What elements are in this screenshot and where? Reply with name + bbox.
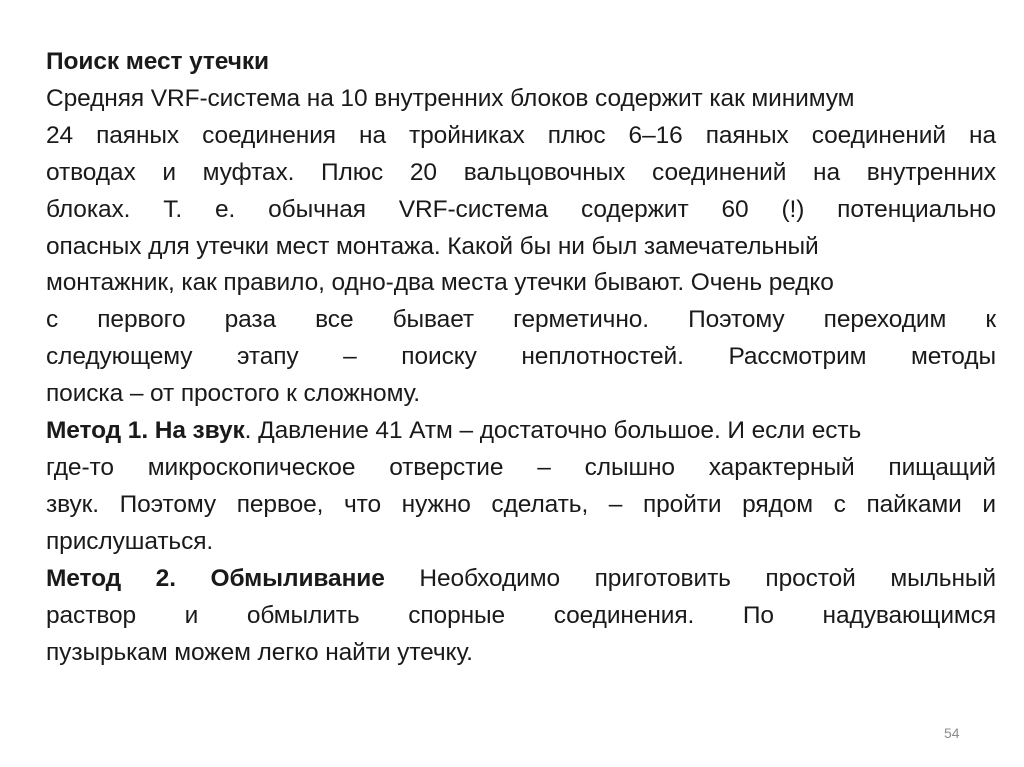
paragraph-line: отводах и муфтах. Плюс 20 вальцовочных соединений на внутренних — [46, 158, 996, 186]
method-1-heading: Метод 1. На звук — [46, 417, 245, 445]
paragraph-line: раствор и обмылить спорные соединения. По надувающимся — [46, 601, 996, 629]
paragraph-line: с первого раза все бывает герметично. Поэтому переходим к — [46, 306, 996, 334]
method-2-text: Необходимо приготовить простой мыльный — [384, 564, 996, 592]
paragraph-line: 24 паяных соединения на тройниках плюс 6–16 паяных соединений на — [46, 121, 996, 149]
method-1-text: . Давление 41 Атм – достаточно большое. И если есть — [244, 417, 862, 445]
slide-title: Поиск мест утечки — [46, 48, 269, 75]
paragraph-line: прислушаться. — [46, 527, 214, 555]
method-1-first-line — [46, 413, 996, 450]
paragraph-line: Средняя VRF-система на 10 внутренних блоков содержит как минимум — [46, 84, 855, 112]
method-2-heading: Метод 2. Обмыливание — [46, 564, 385, 592]
paragraph-line: опасных для утечки мест монтажа. Какой бы ни был замечательный — [46, 232, 819, 260]
paragraph-line: звук. Поэтому первое, что нужно сделать, – пройти рядом с пайками и — [46, 490, 996, 518]
paragraph-line: блоках. Т. е. обычная VRF-система содержит 60 (!) потенциально — [46, 195, 996, 223]
slide-body — [46, 44, 996, 671]
paragraph-line: где-то микроскопическое отверстие – слышно характерный пищащий — [46, 453, 996, 481]
paragraph-line: монтажник, как правило, одно-два места утечки бывают. Очень редко — [46, 269, 834, 297]
paragraph-line: следующему этапу – поиску неплотностей. Рассмотрим методы — [46, 343, 996, 371]
paragraph-line: поиска – от простого к сложному. — [46, 380, 421, 408]
method-2-first-line — [46, 561, 996, 598]
paragraph-line: пузырькам можем легко найти утечку. — [46, 638, 473, 666]
page-number: 54 — [944, 725, 960, 741]
